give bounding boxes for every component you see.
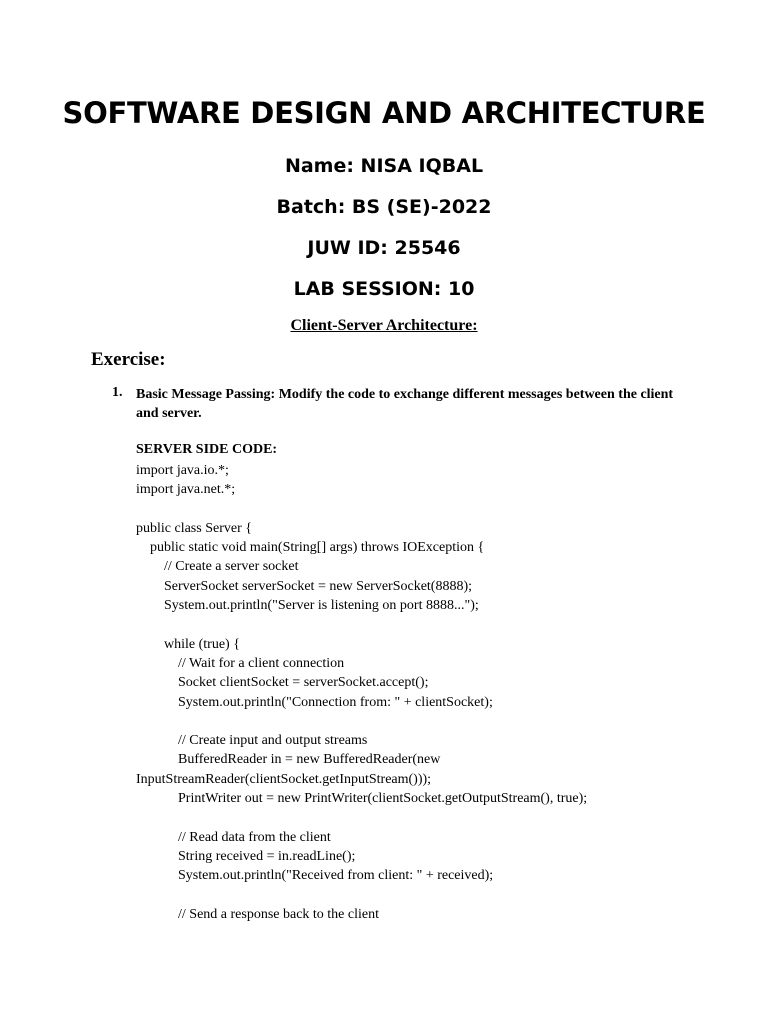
section-subtitle: Client-Server Architecture: xyxy=(290,317,478,334)
exercise-heading: Exercise: xyxy=(91,349,166,370)
document-title: SOFTWARE DESIGN AND ARCHITECTURE xyxy=(62,96,706,130)
code-line: System.out.println("Server is listening on port 8888..."); xyxy=(136,598,479,614)
code-line: // Create a server socket xyxy=(136,559,299,575)
code-line: Socket clientSocket = serverSocket.accept(); xyxy=(136,675,429,691)
code-line: BufferedReader in = new BufferedReader(new xyxy=(136,752,441,768)
code-line: // Read data from the client xyxy=(136,829,331,845)
code-line: InputStreamReader(clientSocket.getInputStream())); xyxy=(136,771,432,787)
code-line: System.out.println("Connection from: " + clientSocket); xyxy=(136,694,493,710)
code-line: while (true) { xyxy=(136,636,240,652)
code-line: public class Server { xyxy=(136,520,252,536)
code-line: // Wait for a client connection xyxy=(136,655,345,671)
code-line: public static void main(String[] args) throws IOException { xyxy=(136,540,485,556)
student-id: JUW ID: 25546 xyxy=(307,237,461,259)
code-line xyxy=(136,615,736,634)
code-line xyxy=(136,808,736,827)
code-line: System.out.println("Received from client: " + received); xyxy=(136,868,494,884)
code-line: // Send a response back to the client xyxy=(136,906,379,922)
student-batch: Batch: BS (SE)-2022 xyxy=(276,196,492,218)
code-line: String received = in.readLine(); xyxy=(136,848,356,864)
code-line: import java.net.*; xyxy=(136,482,236,498)
code-heading: SERVER SIDE CODE: xyxy=(136,442,278,457)
code-line xyxy=(136,886,736,905)
code-line xyxy=(136,500,736,519)
code-line: import java.io.*; xyxy=(136,463,229,478)
code-block xyxy=(136,461,736,924)
code-line xyxy=(136,712,736,731)
list-item-number: 1. xyxy=(112,385,123,400)
student-name: Name: NISA IQBAL xyxy=(284,155,484,177)
lab-session: LAB SESSION: 10 xyxy=(293,278,475,300)
code-line: // Create input and output streams xyxy=(136,733,368,749)
list-item-text: Basic Message Passing: Modify the code to exchange different messages between the client and server. xyxy=(136,387,674,421)
code-line: PrintWriter out = new PrintWriter(clientSocket.getOutputStream(), true); xyxy=(136,791,588,807)
code-line: ServerSocket serverSocket = new ServerSocket(8888); xyxy=(136,578,473,594)
